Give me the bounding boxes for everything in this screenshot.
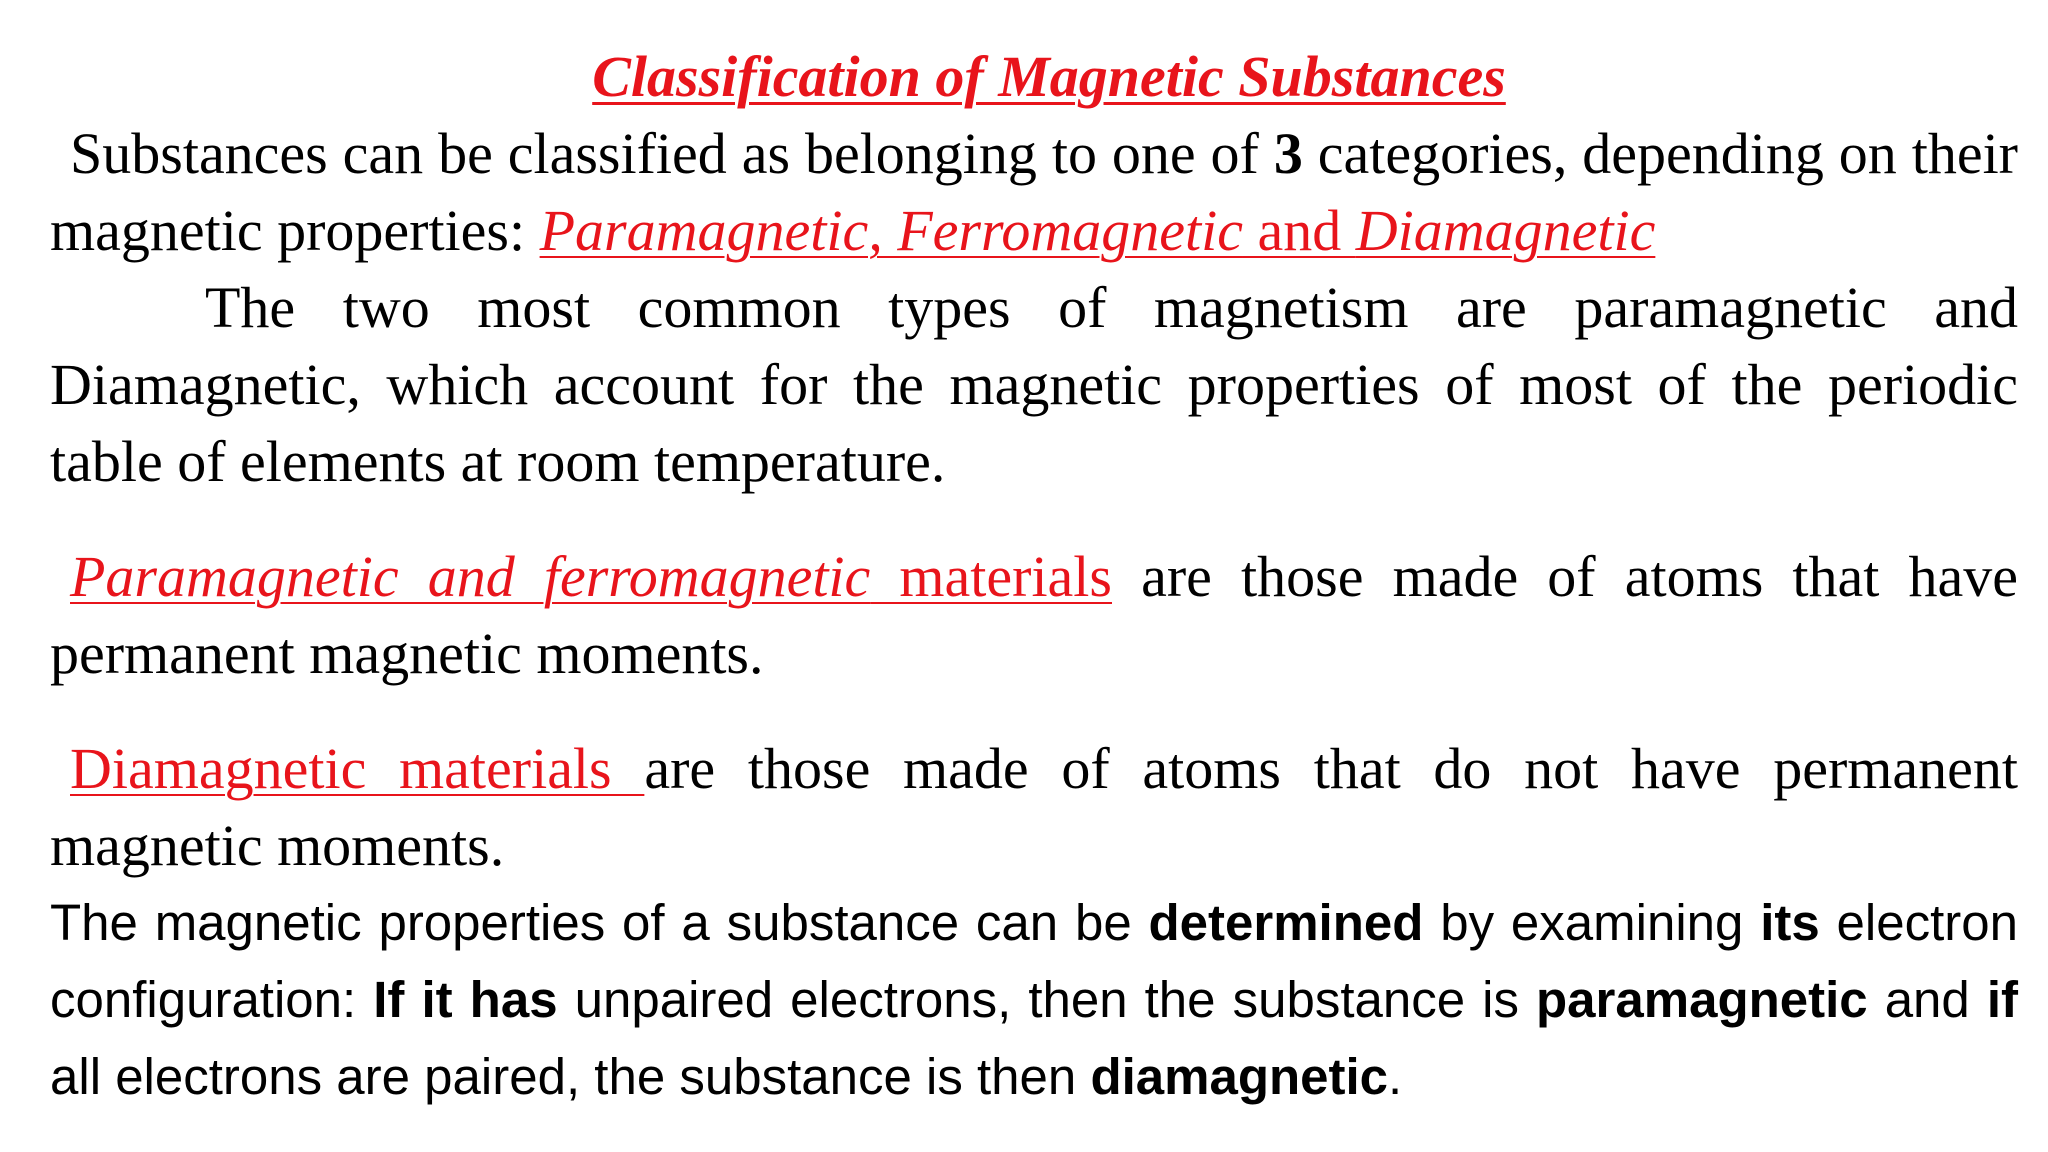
paramagnetic-definition: are those made of atoms that have permanent magnetic moments. [50,544,2018,686]
categories-intro-text: Substances can be classified as belonging to one of [70,121,1274,186]
category-count: 3 [1273,121,1303,186]
paragraph-paramagnetic [50,538,2018,692]
electron-text-1: The magnetic properties of a substance can be [50,894,1149,951]
paragraph-common-types: The two most common types of magnetism are paramagnetic and Diamagnetic, which account for the magnetic properties of most of the periodic table of elements at room temperature. [50,275,2018,494]
paragraph-electron-configuration [50,884,2018,1115]
category-dia: Diamagnetic [1355,198,1656,263]
electron-text-2: by examining [1423,894,1761,951]
paramagnetic-term-italic: Paramagnetic and ferromagnetic [70,544,871,609]
electron-text-7: . [1388,1048,1403,1105]
electron-text-4: unpaired electrons, then the substance is [557,971,1537,1028]
electron-bold-its: its [1760,894,1820,951]
category-and: and [1242,198,1356,263]
paramagnetic-term [70,544,1112,609]
electron-text-5: and [1867,971,1987,1028]
electron-text-3: electron configuration: [50,894,2018,1028]
paragraph-categories [50,115,2018,269]
diamagnetic-definition: are those made of atoms that do not have permanent magnetic moments. [50,736,2018,878]
slide-title: Classification of Magnetic Substances [592,44,1506,109]
electron-bold-diamagnetic: diamagnetic [1090,1048,1389,1105]
electron-bold-paramagnetic: paramagnetic [1536,971,1868,1028]
category-para-ferro: Paramagnetic, Ferromagnetic [539,198,1243,263]
electron-bold-if-it-has: If it has [373,971,558,1028]
diamagnetic-term: Diamagnetic materials [70,736,645,801]
electron-text-6: all electrons are paired, the substance is then [50,1048,1091,1105]
slide-content [50,38,2018,1115]
paramagnetic-term-materials: materials [870,544,1112,609]
categories-lead-text: categories, depending on their magnetic properties: [50,121,2018,263]
paragraph-diamagnetic [50,730,2018,884]
electron-bold-determined: determined [1148,894,1424,951]
category-list [540,198,1656,263]
electron-bold-if: if [1986,971,2018,1028]
